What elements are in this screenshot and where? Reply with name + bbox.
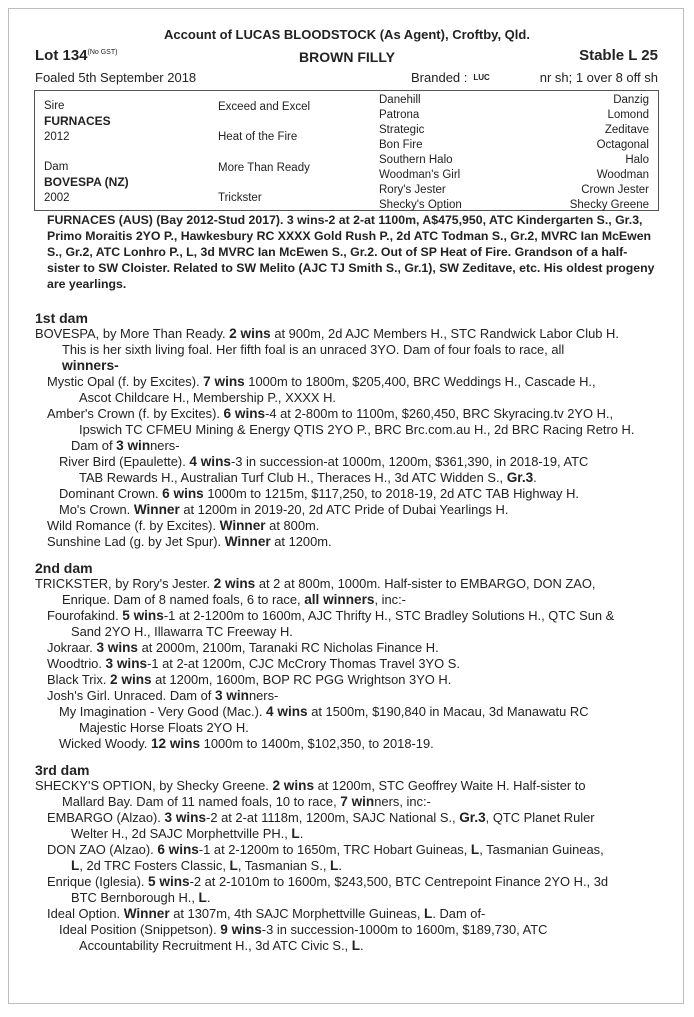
pedigree-table	[34, 90, 659, 211]
pedigree-gen4-name: Crown Jester	[581, 184, 649, 196]
dam-line: TRICKSTER, by Rory's Jester. 2 wins at 2 at 800m, 1000m. Half-sister to EMBARGO, DON ZAO,	[35, 576, 596, 591]
progeny-line: EMBARGO (Alzao). 3 wins-2 at 2-at 1118m, 1200m, SAJC National S., Gr.3, QTC Planet Ruler	[47, 810, 595, 825]
progeny-line: TAB Rewards H., Australian Turf Club H., Theraces H., 3d ATC Widden S., Gr.3.	[79, 470, 537, 485]
progeny-line: Majestic Horse Floats 2YO H.	[79, 720, 249, 735]
pedigree-gen4-name: Shecky Greene	[569, 199, 649, 211]
progeny-line: Fourofakind. 5 wins-1 at 2-1200m to 1600m, AJC Thrifty H., STC Bradley Solutions H., QTC Sun &	[47, 608, 615, 623]
dam-line: winners-	[62, 358, 119, 373]
dam-line: Enrique. Dam of 8 named foals, 6 to race, all winners, inc:-	[62, 592, 406, 607]
sire-year: 2012	[44, 131, 70, 143]
lot-label: Lot 134	[35, 47, 88, 64]
pedigree-gen3-name: Rory's Jester	[379, 184, 446, 196]
progeny-line: Wild Romance (f. by Excites). Winner at 800m.	[47, 518, 320, 533]
progeny-line: Josh's Girl. Unraced. Dam of 3 winners-	[47, 688, 279, 703]
progeny-line: Amber's Crown (f. by Excites). 6 wins-4 at 2-800m to 1100m, $260,450, BRC Skyracing.tv 2YO H.,	[47, 406, 614, 421]
pedigree-gen3-name: Strategic	[379, 124, 425, 136]
branded-info	[411, 70, 490, 85]
pedigree-gen4-name: Danzig	[613, 94, 649, 106]
progeny-line: Dominant Crown. 6 wins 1000m to 1215m, $117,250, to 2018-19, 2d ATC TAB Highway H.	[59, 486, 579, 501]
progeny-line: Accountability Recruitment H., 3d ATC Civic S., L.	[79, 938, 364, 953]
progeny-line: Sand 2YO H., Illawarra TC Freeway H.	[71, 624, 293, 639]
pedigree-gen3-name: Woodman's Girl	[379, 169, 461, 181]
pedigree-gen4-name: Halo	[625, 154, 649, 166]
progeny-line: Woodtrio. 3 wins-1 at 2-at 1200m, CJC McCrory Thomas Travel 3YO S.	[47, 656, 460, 671]
pedigree-gen4-name: Lomond	[607, 109, 649, 121]
progeny-line: Enrique (Iglesia). 5 wins-2 at 2-1010m to 1600m, $243,500, BTC Centrepoint Finance 2YO H., 3d	[47, 874, 609, 889]
branded-label: Branded :	[411, 70, 468, 85]
progeny-line: Wicked Woody. 12 wins 1000m to 1400m, $102,350, to 2018-19.	[59, 736, 434, 751]
no-gst-note: (No GST)	[87, 49, 118, 56]
progeny-line: BTC Bernborough H., L.	[71, 890, 211, 905]
progeny-line: Black Trix. 2 wins at 1200m, 1600m, BOP RC PGG Wrightson 3YO H.	[47, 672, 452, 687]
pedigree-gen3-name: Patrona	[379, 109, 420, 121]
dam-line: This is her sixth living foal. Her fifth foal is an unraced 3YO. Dam of four foals to race, all	[62, 342, 565, 357]
brand-mark: LUC	[473, 73, 490, 82]
vendor-line: Account of LUCAS BLOODSTOCK (As Agent), Croftby, Qld.	[164, 27, 530, 42]
section-heading-3rd-dam: 3rd dam	[35, 762, 90, 778]
section-heading-2nd-dam: 2nd dam	[35, 560, 93, 576]
sire-summary: FURNACES (AUS) (Bay 2012-Stud 2017). 3 wins-2 at 2-at 1100m, A$475,950, ATC Kindergarten S., Gr.3, Primo Moraitis 2YO P., Hawkesbury RC XXXX Gold Rush P., 2d ATC Todman S., Gr.2, MVRC Ian McEwen S., Gr.2, ATC Lonhro P., L, 3d MVRC Ian McEwen S., Gr.2. Out of SP Heat of Fire. Grandson of a half-sister to SW Cloister. Related to SW Melito (AJC TJ Smith S., Gr.1), SW Zeditave, etc. His oldest progeny are yearlings.	[47, 213, 655, 291]
sire-label: Sire	[44, 100, 65, 112]
progeny-line: Dam of 3 winners-	[71, 438, 180, 453]
dam-line: Mallard Bay. Dam of 11 named foals, 10 to race, 7 winners, inc:-	[62, 794, 431, 809]
progeny-line: Ideal Option. Winner at 1307m, 4th SAJC Morphettville Guineas, L. Dam of-	[47, 906, 486, 921]
sire-name: FURNACES	[44, 114, 111, 128]
progeny-line: Sunshine Lad (g. by Jet Spur). Winner at 1200m.	[47, 534, 332, 549]
progeny-line: Ascot Childcare H., Membership P., XXXX H.	[79, 390, 336, 405]
dam-line: BOVESPA, by More Than Ready. 2 wins at 900m, 2d AJC Members H., STC Randwick Labor Club H.	[35, 326, 619, 341]
pedigree-gen2-name: Trickster	[218, 192, 262, 204]
stable-number: Stable L 25	[579, 47, 658, 64]
pedigree-gen2-name: Exceed and Excel	[218, 101, 311, 113]
progeny-line: Mo's Crown. Winner at 1200m in 2019-20, 2d ATC Pride of Dubai Yearlings H.	[59, 502, 509, 517]
dam-name: BOVESPA (NZ)	[44, 175, 129, 189]
section-heading-1st-dam: 1st dam	[35, 310, 88, 326]
progeny-line: Jokraar. 3 wins at 2000m, 2100m, Taranaki RC Nicholas Finance H.	[47, 640, 439, 655]
progeny-line: Ipswich TC CFMEU Mining & Energy QTIS 2YO P., BRC Brc.com.au H., 2d BRC Racing Retro H.	[79, 422, 635, 437]
dam-year: 2002	[44, 192, 70, 204]
progeny-line: River Bird (Epaulette). 4 wins-3 in succession-at 1000m, 1200m, $361,390, in 2018-19, ATC	[59, 454, 589, 469]
progeny-line: Welter H., 2d SAJC Morphettville PH., L.	[71, 826, 304, 841]
brand-position: nr sh; 1 over 8 off sh	[539, 70, 658, 85]
progeny-line: Ideal Position (Snippetson). 9 wins-3 in succession-1000m to 1600m, $189,730, ATC	[59, 922, 548, 937]
progeny-line: L, 2d TRC Fosters Classic, L, Tasmanian S., L.	[71, 858, 342, 873]
pedigree-gen3-name: Southern Halo	[379, 154, 453, 166]
horse-description: BROWN FILLY	[299, 49, 395, 65]
pedigree-gen3-name: Shecky's Option	[379, 199, 462, 211]
pedigree-gen3-name: Danehill	[379, 94, 421, 106]
progeny-line: DON ZAO (Alzao). 6 wins-1 at 2-1200m to 1650m, TRC Hobart Guineas, L, Tasmanian Guineas,	[47, 842, 604, 857]
foaled-date: Foaled 5th September 2018	[35, 70, 197, 85]
pedigree-gen4-name: Octagonal	[596, 139, 649, 151]
pedigree-gen4-name: Woodman	[596, 169, 649, 181]
pedigree-gen3-name: Bon Fire	[379, 139, 423, 151]
pedigree-gen2-name: More Than Ready	[218, 162, 310, 174]
progeny-line: Mystic Opal (f. by Excites). 7 wins 1000m to 1800m, $205,400, BRC Weddings H., Cascade H.,	[47, 374, 596, 389]
pedigree-gen2-name: Heat of the Fire	[218, 131, 298, 143]
pedigree-gen4-name: Zeditave	[604, 124, 649, 136]
progeny-line: My Imagination - Very Good (Mac.). 4 wins at 1500m, $190,840 in Macau, 3d Manawatu RC	[59, 704, 589, 719]
dam-label: Dam	[44, 161, 69, 173]
dam-line: SHECKY'S OPTION, by Shecky Greene. 2 wins at 1200m, STC Geoffrey Waite H. Half-sister to	[35, 778, 586, 793]
